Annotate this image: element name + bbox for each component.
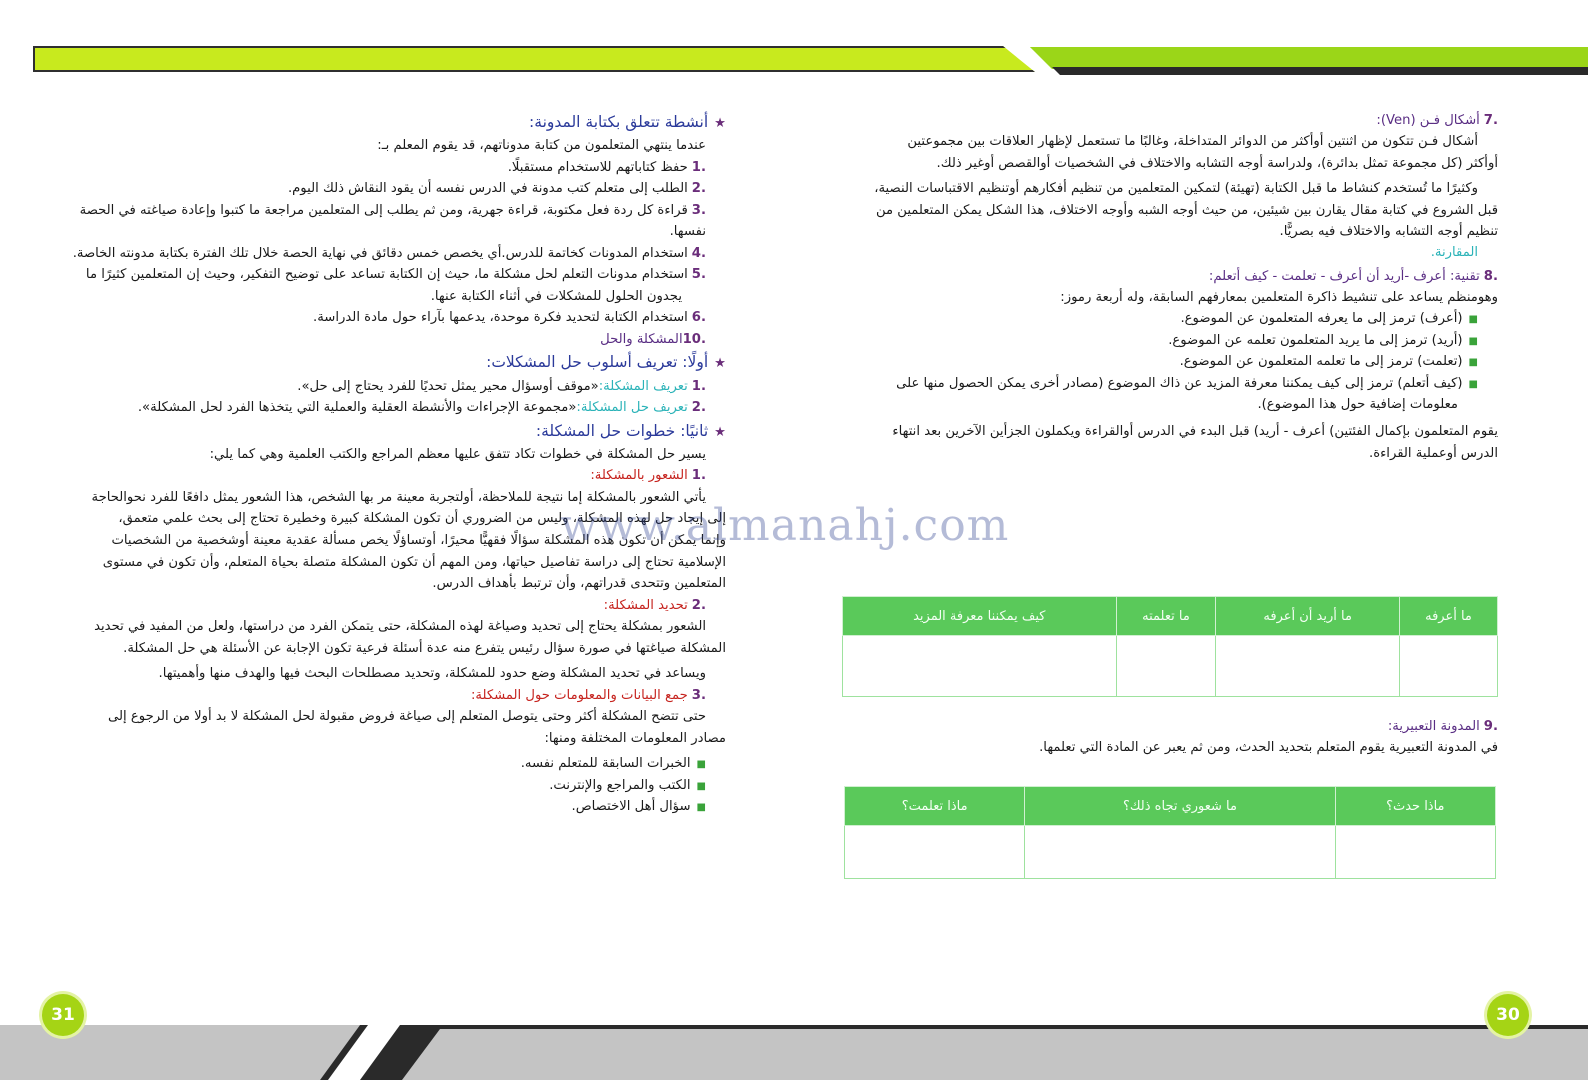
header-bar-right xyxy=(1030,45,1588,75)
table-header: ما شعوري تجاه ذلك؟ xyxy=(1025,787,1335,826)
second-heading: ★ثانيًا: خطوات حل المشكلة: xyxy=(535,421,726,440)
step-text: ويساعد في تحديد المشكلة وضع حدود للمشكلة، وتحديد مصطلحات البحث فيها والهدف منها وأهميتها. xyxy=(158,666,706,682)
step-text: المشكلة صياغتها في صورة سؤال رئيس يتفرع منه عدة أسئلة فرعية تكون الإجابة عن الأسئلة هي حل المشكلة. xyxy=(123,640,726,656)
step-text: الإسلامية تحتاج إلى دراسة تفاصيل حياتها، ومن المهم أن تكون المشكلة متصلة بحياة المتعلم، وأن تكون في مستوى xyxy=(102,554,726,570)
blog-intro: عندما ينتهي المتعلمون من كتابة مدوناتهم، قد يقوم المعلم بـ: xyxy=(377,138,706,154)
step-text: إلى إيجاد حل لهذه المشكلة، وليس من الضروري أن تكون المشكلة كبيرة وخطيرة تحتاج إلى بحث علمي متعمق، xyxy=(118,511,726,527)
step-2-heading: .2تحديد المشكلة: xyxy=(603,597,706,613)
table-header: ما تعلمته xyxy=(1116,597,1216,636)
table-header: ما أعرفه xyxy=(1399,597,1497,636)
section-10-heading: .10المشكلة والحل xyxy=(600,331,706,347)
table-header: كيف يمكننا معرفة المزيد xyxy=(843,597,1117,636)
table-header: ما أريد أن أعرفه xyxy=(1216,597,1400,636)
list-item: ■سؤال أهل الاختصاص. xyxy=(571,799,706,815)
s7-text: قبل الشروع في كتابة مقال يقارن بين شيئين، من حيث أوجه الشبه وأوجه الاختلاف، هذا الشكل يمكن المتعلمين من xyxy=(875,202,1498,218)
list-item-cont: يجدون الحلول للمشكلات في أثناء الكتابة عنها. xyxy=(430,288,682,304)
s7-text: وكثيرًا ما تُستخدم كنشاط ما قبل الكتابة (تهيئة) لتمكين المتعلمين من تنظيم أفكارهم أوتنظيم الاقتباسات النصية، xyxy=(874,181,1478,197)
list-item: ■(تعلمت) ترمز إلى ما تعلمه المتعلمون عن الموضوع. xyxy=(1179,354,1478,370)
second-intro: يسير حل المشكلة في خطوات تكاد تتفق عليها معظم المراجع والكتب العلمية وهي كما يلي: xyxy=(209,446,706,462)
list-item: ■(أريد) ترمز إلى ما يريد المتعلمون تعلمه عن الموضوع. xyxy=(1168,332,1478,348)
list-item: .3قراءة كل ردة فعل مكتوبة، قراءة جهرية، ومن ثم يطلب إلى المتعلمين مراجعة ما كتبوا وإعادة صياغته في الحصة نفسها. xyxy=(79,202,706,240)
step-text: مصادر المعلومات المختلفة ومنها: xyxy=(544,730,726,746)
table-cell xyxy=(845,826,1025,879)
step-text: المتعلمين وتتحدى قدراتهم، وأن ترتبط بأهداف الدرس. xyxy=(432,576,726,592)
list-item: ■الخبرات السابقة للمتعلم نفسه. xyxy=(520,756,706,772)
table-cell xyxy=(1216,636,1400,697)
list-item: .5استخدام مدونات التعلم لحل مشكلة ما، حيث إن الكتابة تساعد على توضيح التفكير، وحيث إن المتعلمين كثيرًا ما xyxy=(85,267,706,283)
list-item: .1حفظ كتاباتهم للاستخدام مستقبلًا. xyxy=(507,159,706,175)
s8-intro: وهومنظم يساعد على تنشيط ذاكرة المتعلمين بمعارفهم السابقة، وله أربعة رموز: xyxy=(1060,290,1498,305)
left-page xyxy=(70,110,726,818)
definition-1: .1تعريف المشكلة:«موقف أوسؤال محير يمثل تحديًا للفرد يحتاج إلى حل». xyxy=(297,378,706,394)
step-text: حتى تتضح المشكلة أكثر وحتى يتوصل المتعلم إلى صياغة فروض مقبولة لحل المشكلة لا بد أولا من الرجوع إلى xyxy=(108,709,706,725)
s7-text: تنظيم أوجه التشابه والاختلاف فيه بصريًّا. xyxy=(1279,223,1498,239)
step-text: يأتي الشعور بالمشكلة إما نتيجة للملاحظة، أولتجربة معينة مر بها الشخص، هذا الشعور يمثل دافعًا للفرد نحوالحاجة xyxy=(91,489,706,505)
right-page xyxy=(842,110,1498,464)
s8-text: الدرس أوعملية القراءة. xyxy=(1369,445,1498,461)
section-9 xyxy=(842,716,1498,759)
table-cell xyxy=(1335,826,1495,879)
first-heading: ★أولًا: تعريف أسلوب حل المشكلات: xyxy=(486,353,726,372)
list-item: ■(أعرف) ترمز إلى ما يعرفه المتعلمون عن الموضوع. xyxy=(1180,311,1478,327)
reflective-blog-table xyxy=(844,786,1496,879)
list-item: .4استخدام المدونات كخاتمة للدرس.أي يخصص خمس دقائق في نهاية الحصة خلال تلك الفترة بكتابة مدونته الخاصة. xyxy=(72,245,706,261)
section-7-heading: .7أشكال فـن (Ven): xyxy=(1376,113,1498,128)
page-number-right: 30 xyxy=(1487,994,1529,1036)
blog-activities-heading: ★أنشطة تتعلق بكتابة المدونة: xyxy=(529,113,726,131)
step-3-heading: .3جمع البيانات والمعلومات حول المشكلة: xyxy=(470,687,706,703)
footer-bar-right xyxy=(360,1025,1588,1080)
section-9-heading: .9المدونة التعبيرية: xyxy=(1387,719,1498,734)
s9-text: في المدونة التعبيرية يقوم المتعلم بتحديد الحدث، ومن ثم يعبر عن المادة التي تعلمها. xyxy=(1039,740,1498,756)
s8-text: يقوم المتعلمون بإكمال الفئتين) أعرف - أريد) قبل البدء في الدرس أوالقراءة ويكملون الجزأين الآخرين بعد انتهاء xyxy=(892,424,1498,440)
table-cell xyxy=(1399,636,1497,697)
header-bar-left xyxy=(33,46,1035,72)
list-item: ■(كيف أتعلم) ترمز إلى كيف يمكننا معرفة المزيد عن ذاك الموضوع (مصادر أخرى يمكن الحصول منها على xyxy=(896,375,1478,391)
list-item-cont: معلومات إضافية حول هذا الموضوع). xyxy=(1257,396,1458,412)
s7-text: أوأكثر (كل مجموعة تمثل بدائرة)، ولدراسة أوجه التشابه والاختلاف في الشخصيات أوالقصص أوغير ذلك. xyxy=(936,155,1498,171)
table-cell xyxy=(843,636,1117,697)
list-item: .2الطلب إلى متعلم كتب مدونة في الدرس نفسه أن يقود النقاش ذلك اليوم. xyxy=(287,181,706,197)
kwl-table xyxy=(842,596,1498,697)
list-item: ■الكتب والمراجع والإنترنت. xyxy=(549,777,706,793)
table-cell xyxy=(1025,826,1335,879)
step-text: الشعور بمشكلة يحتاج إلى تحديد وصياغة لهذه المشكلة، حتى يتمكن الفرد من دراستها، ولعل من المفيد في تحديد xyxy=(94,619,706,635)
comparison-label: المقارنة. xyxy=(1430,245,1478,261)
table-header: ماذا تعلمت؟ xyxy=(845,787,1025,826)
table-header: ماذا حدث؟ xyxy=(1335,787,1495,826)
page-number-left: 31 xyxy=(42,994,84,1036)
table-cell xyxy=(1116,636,1216,697)
s7-text: أشكال فـن تتكون من اثنتين أوأكثر من الدوائر المتداخلة، وغالبًا ما تستعمل لإظهار العلاقات بين مجموعتين xyxy=(907,134,1478,150)
watermark: www.almanahj.com xyxy=(560,500,1010,551)
step-text: وإنما يمكن أن تكون هذه المشكلة سؤالًا فقهيًّا محيرًا، أوتساؤلًا يخص مسألة عقدية معينة أوشخصية من الشخصيات xyxy=(111,533,726,548)
section-8-heading: .8تقنية: أعرف -أريد أن أعرف - تعلمت - كيف أتعلم: xyxy=(1208,268,1498,284)
definition-2: .2تعريف حل المشكلة:«مجموعة الإجراءات والأنشطة العقلية والعملية التي يتخذها الفرد لحل المشكلة». xyxy=(137,400,706,416)
list-item: .6استخدام الكتابة لتحديد فكرة موحدة، يدعمها بآراء حول مادة الدراسة. xyxy=(313,310,706,326)
step-1-heading: .1الشعور بالمشكلة: xyxy=(590,468,706,484)
